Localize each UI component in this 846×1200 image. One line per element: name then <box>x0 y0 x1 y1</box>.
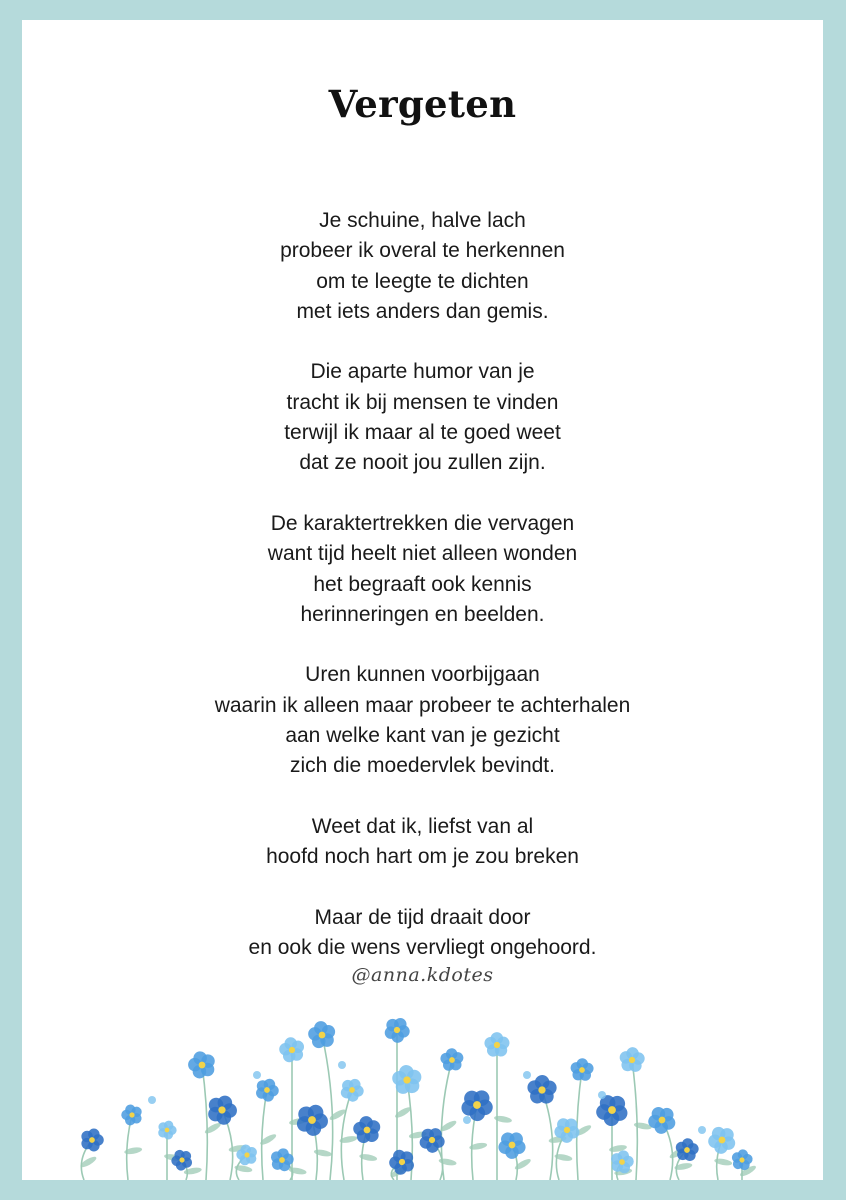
stanza <box>22 660 823 781</box>
poem-body <box>22 206 823 994</box>
poem-line: probeer ik overal te herkennen <box>280 239 565 263</box>
stem <box>262 1090 267 1180</box>
forget-me-not-bloom <box>118 1101 147 1130</box>
flower-blooms <box>81 1015 756 1179</box>
forget-me-not-bloom <box>81 1129 103 1152</box>
flower-bud <box>698 1126 706 1134</box>
poem-line: Je schuine, halve lach <box>319 209 526 232</box>
poem-title: Vergeten <box>328 82 517 126</box>
forget-me-not-bloom <box>615 1044 649 1078</box>
flower-center <box>89 1137 95 1143</box>
forget-me-not-bloom <box>304 1017 342 1055</box>
stanza <box>22 509 823 630</box>
poem-line: dat ze nooit jou zullen zijn. <box>299 451 546 475</box>
poem-line: waarin ik alleen maar probeer te achterhalen <box>214 693 631 717</box>
forget-me-not-bloom <box>496 1128 530 1162</box>
flower-bud <box>463 1116 471 1124</box>
poem-line: om te leegte te dichten <box>316 269 529 293</box>
stanza <box>22 206 823 327</box>
forget-me-not-bloom <box>436 1045 468 1077</box>
poem-line: Maar de tijd draait door <box>314 905 531 929</box>
forget-me-not-bloom <box>349 1112 387 1150</box>
poem-line: tracht ik bij mensen te vinden <box>286 390 559 414</box>
forget-me-not-bloom <box>387 1060 428 1101</box>
forget-me-not-bloom <box>184 1047 222 1085</box>
poem-line: De karaktertrekken die vervagen <box>270 511 575 535</box>
poem-line: want tijd heelt niet alleen wonden <box>267 542 578 566</box>
forget-me-not-flowers-illustration <box>22 980 823 1180</box>
forget-me-not-bloom <box>567 1055 598 1086</box>
stem <box>322 1035 333 1180</box>
flower-bud <box>523 1071 531 1079</box>
forget-me-not-bloom <box>158 1120 177 1139</box>
stem <box>341 1090 352 1180</box>
poem-line: Die aparte humor van je <box>310 360 535 384</box>
flower-bud <box>338 1061 346 1069</box>
poem-line: en ook die wens vervliegt ongehoord. <box>248 936 597 960</box>
poem-line: hoofd noch hart om je zou breken <box>266 845 579 869</box>
stanza <box>22 812 823 873</box>
poem-line: aan welke kant van je gezicht <box>285 724 560 748</box>
poem-line: terwijl ik maar al te goed weet <box>284 421 561 445</box>
stanza <box>22 903 823 964</box>
poem-line: met iets anders dan gemis. <box>296 299 549 323</box>
stem <box>577 1070 582 1180</box>
forget-me-not-bloom <box>340 1077 366 1103</box>
stem <box>202 1065 207 1180</box>
forget-me-not-bloom <box>383 1015 412 1045</box>
forget-me-not-bloom <box>295 1102 330 1137</box>
poem-line: zich die moedervlek bevindt. <box>290 754 555 778</box>
poem-line: herinneringen en beelden. <box>300 602 545 626</box>
poem-line: Weet dat ik, liefst van al <box>311 814 534 838</box>
poem-line: Uren kunnen voorbijgaan <box>305 663 540 687</box>
forget-me-not-bloom <box>255 1077 280 1102</box>
flower-bud <box>253 1071 261 1079</box>
flower-bud <box>148 1096 156 1104</box>
stanza <box>22 357 823 478</box>
author-signature: @anna.kdotes <box>351 964 494 986</box>
forget-me-not-bloom <box>208 1094 238 1125</box>
poem-line: het begraaft ook kennis <box>313 572 532 596</box>
poem-card <box>22 20 823 1180</box>
flower-bud <box>598 1091 606 1099</box>
forget-me-not-bloom <box>645 1103 680 1139</box>
